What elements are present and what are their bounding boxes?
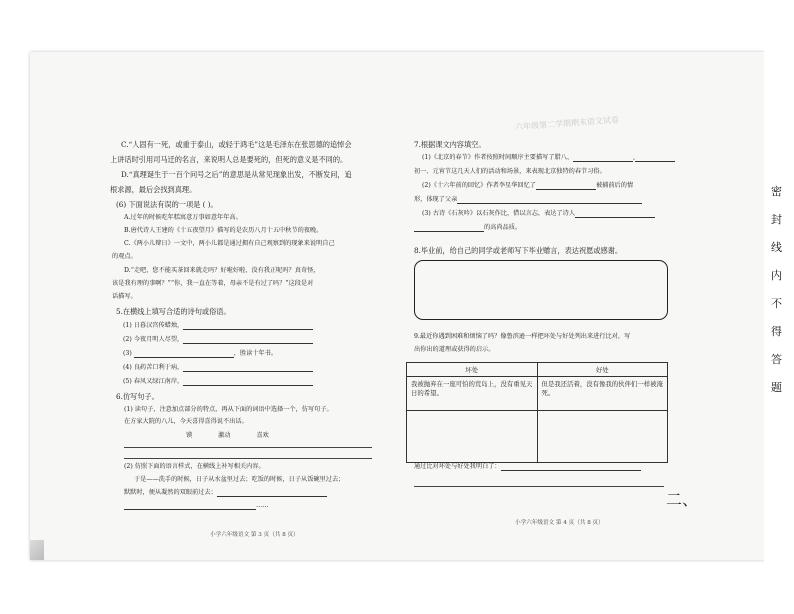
table-cell-blank[interactable]: [407, 411, 538, 463]
q7-2-line1: (2)《十六年前的回忆》作者李星华回忆了 被捕前后的情: [422, 182, 634, 189]
q6b-2-sample-2: 默默时，便从凝然的双眼前过去；: [124, 489, 327, 497]
table-cell-bad: 我被抛弃在一座可怕的荒岛上，没有重见天日的希望。: [407, 377, 538, 411]
q7-2-line2: 形，体现了父亲: [414, 196, 642, 204]
binding-char: 答: [771, 353, 782, 366]
option-c-line2: 上讲话时引用司马迁的名言，来说明人总是要死的，但死的意义是不同的。: [110, 155, 348, 164]
q5-item-5: (5) 春风又绿江南岸，: [123, 378, 313, 386]
binding-char: 密: [771, 185, 782, 198]
answer-line[interactable]: [414, 486, 664, 487]
answer-blank[interactable]: [573, 154, 633, 162]
binding-char: 内: [771, 269, 782, 282]
answer-line[interactable]: [124, 458, 372, 459]
q7-3-line2: 的高尚品质。: [414, 224, 521, 232]
q5-item-2: (2) 今夜月明人尽望，: [123, 336, 313, 344]
word-options: 馍 激动 喜欢: [186, 432, 269, 439]
faded-header: 六年级第二学期期末语文试卷: [514, 115, 620, 132]
answer-line[interactable]: [124, 447, 372, 448]
answer-blank[interactable]: [457, 196, 642, 204]
q7-1-line1: (1)《北京的春节》作者按照时间顺序主要描写了腊八、 ,: [422, 154, 675, 162]
q6-option-a: A.过年的时候吃年糕寓意万事如意年年高。: [124, 214, 242, 221]
option-d-line2: 根求源，最后会找到真理。: [110, 185, 197, 194]
q8-answer-box[interactable]: [414, 260, 668, 320]
q6-option-c-2: 的观点。: [112, 253, 137, 260]
q9-stem-line2: 出你出的道理或获得的启示。: [414, 346, 495, 353]
q5-stem: 5.在横线上填写合适的诗句或俗语。: [116, 307, 231, 316]
q8-stem: 8.毕业前，给自己的同学或老师写下毕业赠言，表达祝愿或感谢。: [414, 246, 623, 255]
q6b-1-example: 在方家大院的八儿，今天喜得喜得说不出话。: [124, 418, 248, 425]
q6-option-d-2: 该是我有理的事啊？”“你，我一直在等着，母亲不是有过了吗？”这段是对: [112, 280, 314, 287]
q5-item-1: (1) 日暮汉宫传蜡烛，: [123, 322, 313, 330]
answer-blank[interactable]: [217, 489, 327, 497]
q6-option-d-1: D.“走吧，您不能买茶回来就走吗？好啦好啦，没有我正呢吗？真奇怪，: [124, 267, 320, 274]
q6-option-b: B.唐代诗人王建的《十五夜望月》描写的是农历八月十五中秋节的夜晚。: [124, 227, 323, 234]
page-fold-corner: [30, 540, 44, 560]
answer-blank[interactable]: [183, 322, 313, 330]
q6b-stem: 6.仿写句子。: [116, 392, 159, 401]
answer-blank[interactable]: [536, 182, 596, 190]
answer-blank[interactable]: [183, 336, 313, 344]
q6-stem: (6) 下面说法有误的一项是 ( )。: [116, 200, 218, 209]
answer-blank[interactable]: [414, 224, 484, 232]
left-page-footer: 小学六年级语文 第 3 页（共 8 页）: [210, 532, 299, 538]
table-cell-blank[interactable]: [537, 411, 668, 463]
comparison-table: [406, 362, 668, 463]
answer-blank[interactable]: [124, 502, 256, 510]
answer-blank[interactable]: [635, 154, 675, 162]
answer-blank[interactable]: [134, 350, 234, 358]
answer-blank[interactable]: [501, 463, 641, 471]
table-header-good: 好处: [537, 363, 668, 377]
option-c-line1: C.“人固有一死，或重于泰山，或轻于鸿毛”这是毛泽东在张思德的追悼会: [121, 140, 352, 149]
q7-3-line1: (3) 古诗《石灰吟》以石灰作比，借以言志，表达了诗人: [422, 210, 655, 218]
q9-conclusion: 通过比对坏处与好处我明白了：: [414, 463, 641, 471]
q7-stem: 7.根据课文内容填空。: [414, 140, 486, 149]
q5-item-3: (3) ，胜读十年书。: [123, 350, 278, 357]
binding-margin: [764, 0, 794, 614]
binding-char: 得: [771, 325, 782, 338]
binding-char: 不: [771, 297, 782, 310]
option-d-line1: D.“真理诞生于一百个问号之后”的意思是从常见现象出发，不断发问，追: [121, 170, 352, 179]
q6b-2-instruction: (2) 仿照下面的语言样式，在横线上补写相关内容。: [124, 463, 265, 470]
binding-char: 题: [771, 381, 782, 394]
answer-blank[interactable]: [575, 210, 655, 218]
binding-char: 封: [771, 213, 782, 226]
q5-item-4: (4) 良药苦口利于病，: [123, 364, 313, 372]
section-two-label: 二、: [666, 490, 699, 509]
right-page-footer: 小学六年级语文 第 4 页（共 8 页）: [515, 520, 604, 526]
table-header-bad: 坏处: [407, 363, 538, 377]
binding-char: 线: [771, 241, 782, 254]
answer-blank[interactable]: [183, 378, 313, 386]
q6b-1-instruction: (1) 读句子，注意加点部分的特点，再从下面的词语中选择一个，仿写句子。: [124, 406, 333, 413]
q6-option-d-3: 话描写。: [112, 293, 137, 300]
q6b-2-sample-3: ……: [124, 502, 268, 510]
q6b-2-sample-1: 于是——洗手的时候，日子从水盆里过去；吃饭的时候，日子从饭碗里过去；: [134, 476, 345, 483]
q6-option-c-1: C.《两小儿辩日》一文中，两小儿都是通过拥有自己观察到的现象来说明自己: [124, 240, 335, 247]
q7-1-line2: 初一、元宵节这几天人们的活动和场景，来表现北京独特的春节习俗。: [414, 168, 606, 175]
answer-blank[interactable]: [183, 364, 313, 372]
q9-stem-line1: 9.最近你遇到困难和烦恼了吗？像鲁滨逊一样把坏处与好处列出来进行比对，写: [414, 333, 631, 340]
table-cell-good: 但是我还活着，没有像我的伙伴们一样被淹死。: [537, 377, 668, 411]
